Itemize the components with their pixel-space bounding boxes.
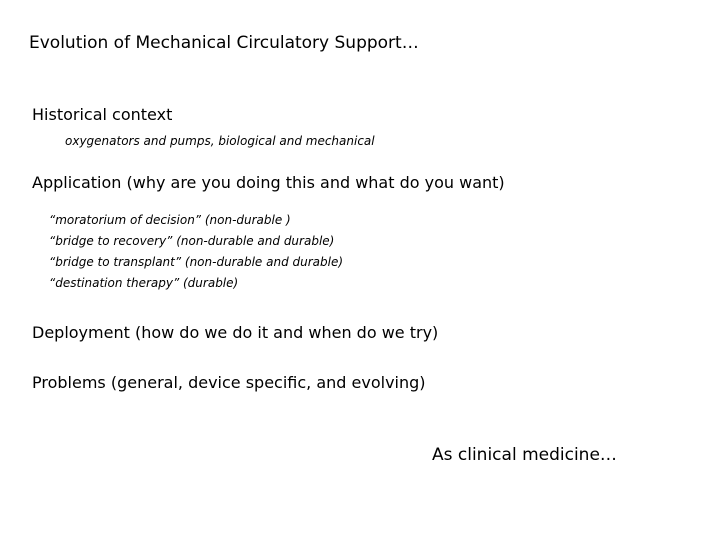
slide-title: Evolution of Mechanical Circulatory Support…	[29, 33, 419, 53]
application-item-moratorium: “moratorium of decision” (non-durable )	[49, 213, 291, 227]
application-heading: Application (why are you doing this and what do you want)	[32, 173, 505, 192]
application-item-bridge-to-transplant: “bridge to transplant” (non-durable and durable)	[49, 255, 344, 269]
historical-context-detail: oxygenators and pumps, biological and mechanical	[65, 134, 375, 148]
closing-text: As clinical medicine…	[432, 445, 617, 465]
application-item-destination-therapy: “destination therapy” (durable)	[49, 276, 239, 290]
historical-context-heading: Historical context	[32, 105, 173, 124]
application-item-bridge-to-recovery: “bridge to recovery” (non-durable and durable)	[49, 234, 335, 248]
deployment-heading: Deployment (how do we do it and when do we try)	[32, 323, 439, 342]
problems-heading: Problems (general, device specific, and evolving)	[32, 373, 426, 392]
